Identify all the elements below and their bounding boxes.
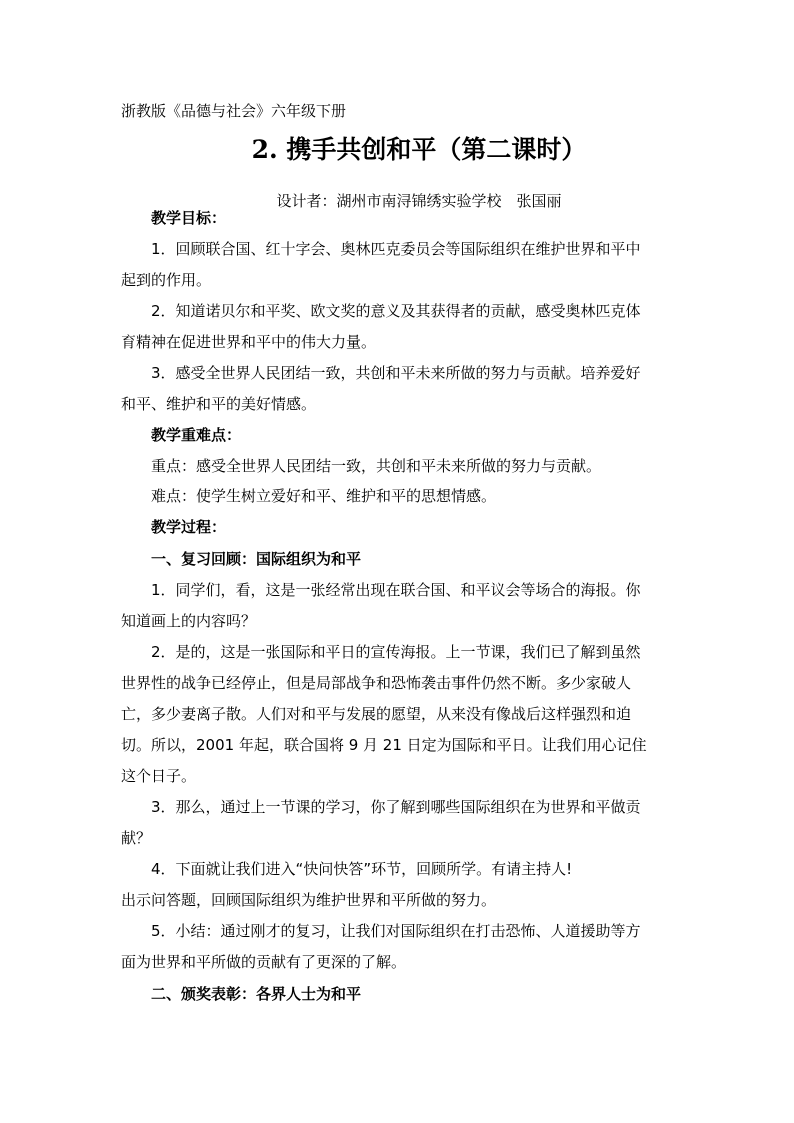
- key-point: 重点：感受全世界人民团结一致，共创和平未来所做的努力与贡献。: [151, 457, 602, 475]
- step-2-line-1: 2．是的，这是一张国际和平日的宣传海报。上一节课，我们已了解到虽然: [151, 643, 641, 661]
- step-2-line-2: 世界性的战争已经停止，但是局部战争和恐怖袭击事件仍然不断。多少家破人: [121, 674, 632, 692]
- step-4-line-2: 出示问答题，回顾国际组织为维护世界和平所做的努力。: [121, 891, 497, 909]
- process-heading: 教学过程：: [151, 518, 227, 536]
- step-1-line-2: 知道画上的内容吗？: [121, 612, 257, 630]
- step-2-line-3: 亡，多少妻离子散。人们对和平与发展的愿望，从来没有像战后这样强烈和迫: [121, 705, 632, 723]
- goal-1-line-2: 起到的作用。: [121, 271, 212, 289]
- goal-3-line-1: 3．感受全世界人民团结一致，共创和平未来所做的努力与贡献。培养爱好: [151, 364, 641, 382]
- step-2-line-5: 这个日子。: [121, 767, 197, 785]
- difficult-point: 难点：使学生树立爱好和平、维护和平的思想情感。: [151, 487, 497, 505]
- section-1-heading: 一、复习回顾：国际组织为和平: [151, 550, 362, 568]
- goal-1-line-1: 1．回顾联合国、红十字会、奥林匹克委员会等国际组织在维护世界和平中: [151, 240, 641, 258]
- step-1-line-1: 1．同学们，看，这是一张经常出现在联合国、和平议会等场合的海报。你: [151, 581, 641, 599]
- section-2-heading: 二、颁奖表彰：各界人士为和平: [151, 985, 362, 1003]
- step-3-line-2: 献？: [121, 829, 152, 847]
- focus-heading: 教学重难点：: [151, 426, 242, 444]
- goal-2-line-1: 2．知道诺贝尔和平奖、欧文奖的意义及其获得者的贡献，感受奥林匹克体: [151, 302, 641, 320]
- step-3-line-1: 3．那么，通过上一节课的学习，你了解到哪些国际组织在为世界和平做贡: [151, 798, 641, 816]
- book-header: 浙教版《品德与社会》六年级下册: [121, 102, 347, 120]
- designer-line: 设计者：湖州市南浔锦绣实验学校 张国丽: [276, 192, 562, 210]
- goal-2-line-2: 育精神在促进世界和平中的伟大力量。: [121, 333, 377, 351]
- step-5-line-1: 5．小结：通过刚才的复习，让我们对国际组织在打击恐怖、人道援助等方: [151, 922, 641, 940]
- goals-heading: 教学目标：: [151, 209, 227, 227]
- step-2-line-4: 切。所以，2001 年起，联合国将 9 月 21 日定为国际和平日。让我们用心记住: [121, 736, 647, 754]
- lesson-title: 2. 携手共创和平（第二课时）: [251, 135, 587, 164]
- step-4-line-1: 4．下面就让我们进入“快问快答”环节，回顾所学。有请主持人!: [151, 860, 573, 878]
- goal-3-line-2: 和平、维护和平的美好情感。: [121, 395, 317, 413]
- step-5-line-2: 面为世界和平所做的贡献有了更深的了解。: [121, 953, 407, 971]
